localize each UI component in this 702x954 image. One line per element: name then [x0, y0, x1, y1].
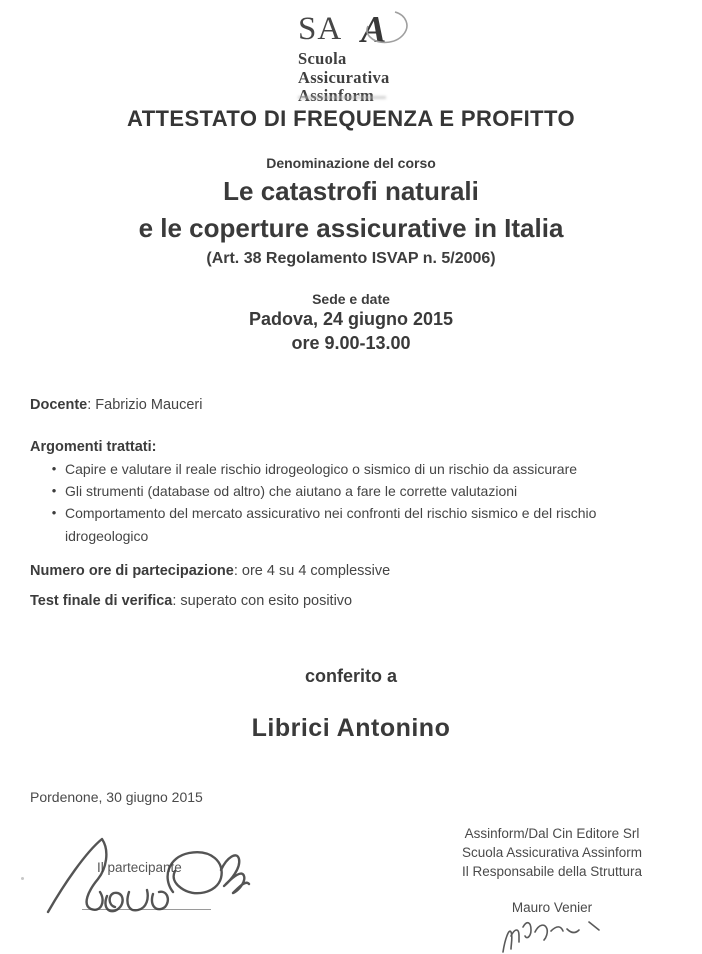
teacher-label: Docente: [30, 397, 88, 413]
hours-label: Numero ore di partecipazione: [30, 563, 234, 579]
test-label: Test finale di verifica: [30, 593, 173, 609]
course-regulation: (Art. 38 Regolamento ISVAP n. 5/2006): [206, 250, 496, 267]
test-line: [30, 593, 352, 609]
logo-line-1: Scuola: [298, 49, 347, 68]
topic-text: Capire e valutare il reale rischio idrogeologico o sismico di un rischio da assicurare: [65, 461, 578, 477]
hours-value: : ore 4 su 4 complessive: [233, 563, 391, 579]
signer-name: Mauro Venier: [511, 900, 593, 915]
saa-logo-mark-icon: [298, 8, 426, 48]
session-section-label: Sede e date: [312, 291, 390, 307]
issuer-line-1: Assinform/Dal Cin Editore Srl: [464, 826, 640, 841]
bullet-icon: •: [51, 461, 57, 476]
scan-speckle: [21, 877, 24, 880]
issuer-block: [442, 824, 662, 917]
topics-label: Argomenti trattati:: [30, 439, 157, 455]
topics-list: [30, 458, 680, 547]
list-item: [30, 502, 680, 546]
course-title-line2: e le coperture assicurative in Italia: [138, 213, 564, 243]
participant-label: Il partecipante: [97, 860, 182, 875]
place-date: Pordenone, 30 giugno 2015: [30, 789, 203, 805]
logo-scan-smudge: [298, 96, 386, 99]
course-section-label: Denominazione del corso: [266, 155, 436, 171]
list-item: [30, 458, 680, 480]
saa-logo: [298, 8, 428, 106]
issuer-line-3: Il Responsabile della Struttura: [461, 864, 643, 879]
topic-text: Gli strumenti (database od altro) che aiutano a fare le corrette valutazioni: [65, 483, 518, 500]
test-value: : superato con esito positivo: [172, 593, 353, 609]
course-title-line1: Le catastrofi naturali: [223, 176, 479, 206]
recipient-name: Librici Antonino: [251, 714, 451, 742]
participant-signature: [44, 834, 252, 918]
logo-mark-a: A: [361, 9, 387, 48]
bullet-icon: •: [51, 483, 57, 499]
bullet-icon: •: [51, 505, 57, 521]
issuer-line-2: Scuola Assicurativa Assinform: [461, 845, 643, 860]
logo-mark-sa: SA: [298, 11, 343, 47]
teacher-value: : Fabrizio Mauceri: [87, 397, 203, 413]
conferred-label: conferito a: [304, 666, 397, 686]
session-location-date: Padova, 24 giugno 2015: [248, 309, 454, 329]
logo-line-2: Assicurativa: [298, 67, 390, 87]
signer-signature: [500, 915, 610, 954]
teacher-line: [30, 397, 202, 413]
hours-line: [30, 563, 390, 579]
session-time: ore 9.00-13.00: [291, 333, 411, 353]
list-item: [30, 480, 680, 502]
document-title: ATTESTATO DI FREQUENZA E PROFITTO: [127, 106, 575, 131]
topic-text: Comportamento del mercato assicurativo nei confronti del rischio sismico e del rischio idrogeologico: [65, 505, 597, 544]
